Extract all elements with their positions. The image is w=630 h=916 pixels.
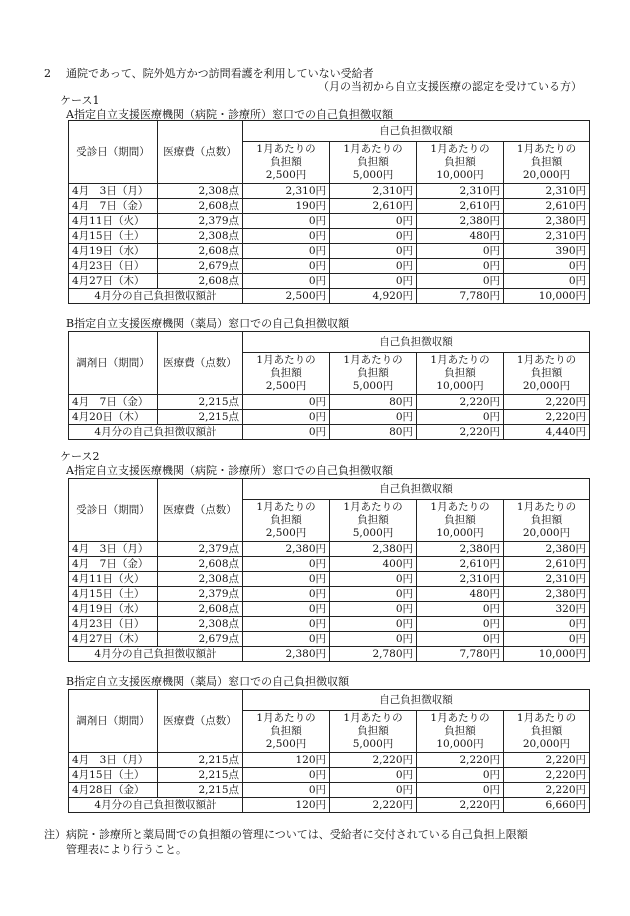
amount-cell: 0円 — [417, 617, 504, 632]
amount-cell: 190円 — [243, 199, 330, 214]
amount-cell: 0円 — [243, 395, 330, 410]
date-column-header: 調剤日（期間） — [69, 332, 158, 395]
note-line-2: 管理表により行うこと。 — [66, 843, 187, 856]
date-cell: 4月15日（土） — [69, 768, 158, 783]
case1-pharmacy-table — [68, 331, 590, 440]
amount-cell: 2,380円 — [417, 214, 504, 229]
cost-cell: 2,215点 — [158, 753, 243, 768]
table-row — [69, 602, 590, 617]
date-cell: 4月20日（木） — [69, 410, 158, 425]
amount-cell: 2,220円 — [504, 395, 590, 410]
date-cell: 4月 3日（月） — [69, 542, 158, 557]
total-amount-cell: 10,000円 — [504, 289, 590, 304]
amount-cell: 320円 — [504, 602, 590, 617]
total-label: 4月分の自己負担徴収額計 — [69, 425, 243, 440]
amount-cell: 2,220円 — [504, 410, 590, 425]
amount-cell: 0円 — [417, 632, 504, 647]
limit-header-1: 1月あたりの 負担額 2,500円 — [243, 711, 330, 753]
total-row — [69, 647, 590, 662]
total-amount-cell: 6,660円 — [504, 798, 590, 813]
amount-cell: 0円 — [243, 572, 330, 587]
amount-cell: 0円 — [330, 259, 417, 274]
amount-cell: 0円 — [243, 259, 330, 274]
date-cell: 4月 7日（金） — [69, 557, 158, 572]
date-cell: 4月15日（土） — [69, 229, 158, 244]
limit-header-4: 1月あたりの 負担額 20,000円 — [504, 711, 590, 753]
amount-cell: 0円 — [243, 244, 330, 259]
amount-cell: 2,610円 — [417, 557, 504, 572]
amount-cell: 0円 — [330, 632, 417, 647]
cost-cell: 2,215点 — [158, 410, 243, 425]
cost-cell: 2,215点 — [158, 768, 243, 783]
date-cell: 4月19日（水） — [69, 602, 158, 617]
total-amount-cell: 2,500円 — [243, 289, 330, 304]
amount-cell: 2,380円 — [504, 587, 590, 602]
amount-cell: 0円 — [243, 410, 330, 425]
amount-cell: 2,310円 — [504, 184, 590, 199]
amount-cell: 2,610円 — [417, 199, 504, 214]
limit-header-2: 1月あたりの 負担額 5,000円 — [330, 142, 417, 184]
amount-cell: 0円 — [417, 274, 504, 289]
limit-header-2: 1月あたりの 負担額 5,000円 — [330, 500, 417, 542]
amount-cell: 400円 — [330, 557, 417, 572]
total-amount-cell: 80円 — [330, 425, 417, 440]
amount-cell: 0円 — [330, 572, 417, 587]
section-number: 2 — [44, 67, 51, 80]
amount-cell: 0円 — [504, 274, 590, 289]
amount-cell: 2,610円 — [504, 199, 590, 214]
cost-cell: 2,608点 — [158, 557, 243, 572]
limit-header-4: 1月あたりの 負担額 20,000円 — [504, 353, 590, 395]
collection-header: 自己負担徴収額 — [243, 690, 590, 711]
amount-cell: 80円 — [330, 395, 417, 410]
limit-header-3: 1月あたりの 負担額 10,000円 — [417, 353, 504, 395]
amount-cell: 0円 — [243, 783, 330, 798]
amount-cell: 0円 — [243, 229, 330, 244]
cost-cell: 2,379点 — [158, 587, 243, 602]
case1-clinic-table — [68, 120, 590, 304]
table-row — [69, 753, 590, 768]
cost-cell: 2,308点 — [158, 229, 243, 244]
table-row — [69, 542, 590, 557]
collection-header: 自己負担徴収額 — [243, 121, 590, 142]
table-row — [69, 244, 590, 259]
date-cell: 4月23日（日） — [69, 259, 158, 274]
table-row — [69, 199, 590, 214]
cost-cell: 2,215点 — [158, 395, 243, 410]
date-cell: 4月11日（火） — [69, 572, 158, 587]
amount-cell: 390円 — [504, 244, 590, 259]
date-cell: 4月28日（金） — [69, 783, 158, 798]
cost-cell: 2,608点 — [158, 602, 243, 617]
limit-header-2: 1月あたりの 負担額 5,000円 — [330, 711, 417, 753]
amount-cell: 2,220円 — [330, 753, 417, 768]
limit-header-3: 1月あたりの 負担額 10,000円 — [417, 500, 504, 542]
header-row — [69, 690, 590, 711]
total-row — [69, 289, 590, 304]
date-cell: 4月23日（日） — [69, 617, 158, 632]
amount-cell: 2,220円 — [504, 783, 590, 798]
cost-cell: 2,608点 — [158, 244, 243, 259]
table-row — [69, 229, 590, 244]
amount-cell: 0円 — [330, 602, 417, 617]
note-label: 注） — [44, 828, 66, 841]
date-column-header: 受診日（期間） — [69, 479, 158, 542]
table-row — [69, 410, 590, 425]
amount-cell: 0円 — [330, 214, 417, 229]
case2-pharmacy-table — [68, 689, 590, 813]
amount-cell: 0円 — [330, 783, 417, 798]
limit-header-4: 1月あたりの 負担額 20,000円 — [504, 142, 590, 184]
amount-cell: 0円 — [243, 274, 330, 289]
amount-cell: 2,610円 — [504, 557, 590, 572]
amount-cell: 2,310円 — [417, 184, 504, 199]
amount-cell: 480円 — [417, 587, 504, 602]
total-label: 4月分の自己負担徴収額計 — [69, 647, 243, 662]
note-line-1: 病院・診療所と薬局間での負担額の管理については、受給者に交付されている自己負担上限額 — [66, 828, 528, 841]
limit-header-1: 1月あたりの 負担額 2,500円 — [243, 142, 330, 184]
amount-cell: 0円 — [330, 768, 417, 783]
amount-cell: 0円 — [417, 244, 504, 259]
date-cell: 4月15日（土） — [69, 587, 158, 602]
cost-cell: 2,379点 — [158, 214, 243, 229]
total-amount-cell: 2,220円 — [417, 425, 504, 440]
amount-cell: 0円 — [417, 410, 504, 425]
total-amount-cell: 2,780円 — [330, 647, 417, 662]
table-row — [69, 768, 590, 783]
header-row — [69, 121, 590, 142]
cost-column-header: 医療費（点数） — [158, 479, 243, 542]
cost-cell: 2,308点 — [158, 184, 243, 199]
amount-cell: 120円 — [243, 753, 330, 768]
amount-cell: 2,380円 — [243, 542, 330, 557]
amount-cell: 2,610円 — [330, 199, 417, 214]
table-row — [69, 632, 590, 647]
date-cell: 4月27日（木） — [69, 274, 158, 289]
amount-cell: 0円 — [330, 274, 417, 289]
limit-header-2: 1月あたりの 負担額 5,000円 — [330, 353, 417, 395]
amount-cell: 2,220円 — [417, 753, 504, 768]
limit-header-3: 1月あたりの 負担額 10,000円 — [417, 711, 504, 753]
amount-cell: 480円 — [417, 229, 504, 244]
table-row — [69, 617, 590, 632]
amount-cell: 2,310円 — [243, 184, 330, 199]
date-column-header: 受診日（期間） — [69, 121, 158, 184]
date-cell: 4月 7日（金） — [69, 395, 158, 410]
case1-label: ケース1 — [60, 94, 100, 107]
date-cell: 4月 3日（月） — [69, 753, 158, 768]
amount-cell: 0円 — [243, 768, 330, 783]
table-row — [69, 587, 590, 602]
amount-cell: 2,220円 — [504, 753, 590, 768]
amount-cell: 0円 — [243, 602, 330, 617]
cost-cell: 2,679点 — [158, 259, 243, 274]
limit-header-4: 1月あたりの 負担額 20,000円 — [504, 500, 590, 542]
total-amount-cell: 4,440円 — [504, 425, 590, 440]
total-amount-cell: 120円 — [243, 798, 330, 813]
amount-cell: 0円 — [330, 617, 417, 632]
date-cell: 4月27日（木） — [69, 632, 158, 647]
cost-column-header: 医療費（点数） — [158, 690, 243, 753]
case2-b-title: B指定自立支援医療機関（薬局）窓口での自己負担徴収額 — [66, 675, 350, 688]
amount-cell: 0円 — [243, 617, 330, 632]
table-row — [69, 274, 590, 289]
amount-cell: 2,310円 — [504, 572, 590, 587]
amount-cell: 0円 — [417, 768, 504, 783]
total-amount-cell: 2,380円 — [243, 647, 330, 662]
case2-label: ケース2 — [60, 450, 100, 463]
cost-cell: 2,608点 — [158, 274, 243, 289]
section-title: 通院であって、院外処方かつ訪問看護を利用していない受給者 — [66, 67, 374, 80]
amount-cell: 2,220円 — [417, 395, 504, 410]
cost-column-header: 医療費（点数） — [158, 121, 243, 184]
amount-cell: 2,310円 — [330, 184, 417, 199]
header-row — [69, 479, 590, 500]
amount-cell: 2,380円 — [504, 542, 590, 557]
amount-cell: 0円 — [330, 410, 417, 425]
amount-cell: 2,310円 — [417, 572, 504, 587]
total-label: 4月分の自己負担徴収額計 — [69, 798, 243, 813]
header-row — [69, 332, 590, 353]
amount-cell: 0円 — [504, 632, 590, 647]
table-row — [69, 214, 590, 229]
amount-cell: 0円 — [243, 557, 330, 572]
amount-cell: 0円 — [330, 229, 417, 244]
amount-cell: 0円 — [504, 259, 590, 274]
collection-header: 自己負担徴収額 — [243, 332, 590, 353]
total-amount-cell: 0円 — [243, 425, 330, 440]
date-column-header: 調剤日（期間） — [69, 690, 158, 753]
amount-cell: 0円 — [243, 587, 330, 602]
total-label: 4月分の自己負担徴収額計 — [69, 289, 243, 304]
table-row — [69, 572, 590, 587]
cost-cell: 2,215点 — [158, 783, 243, 798]
total-amount-cell: 4,920円 — [330, 289, 417, 304]
section-subtitle: （月の当初から自立支援医療の認定を受けている方） — [318, 80, 582, 93]
case1-a-title: A指定自立支援医療機関（病院・診療所）窓口での自己負担徴収額 — [66, 108, 393, 121]
date-cell: 4月11日（火） — [69, 214, 158, 229]
total-amount-cell: 2,220円 — [330, 798, 417, 813]
case2-clinic-table — [68, 478, 590, 662]
cost-cell: 2,308点 — [158, 572, 243, 587]
total-row — [69, 425, 590, 440]
cost-cell: 2,308点 — [158, 617, 243, 632]
date-cell: 4月 7日（金） — [69, 199, 158, 214]
total-amount-cell: 7,780円 — [417, 289, 504, 304]
amount-cell: 0円 — [417, 783, 504, 798]
cost-cell: 2,379点 — [158, 542, 243, 557]
amount-cell: 0円 — [330, 244, 417, 259]
amount-cell: 0円 — [330, 587, 417, 602]
case1-b-title: B指定自立支援医療機関（薬局）窓口での自己負担徴収額 — [66, 317, 350, 330]
cost-column-header: 医療費（点数） — [158, 332, 243, 395]
table-row — [69, 783, 590, 798]
amount-cell: 0円 — [243, 632, 330, 647]
limit-header-3: 1月あたりの 負担額 10,000円 — [417, 142, 504, 184]
amount-cell: 0円 — [417, 259, 504, 274]
amount-cell: 2,310円 — [504, 229, 590, 244]
amount-cell: 0円 — [243, 214, 330, 229]
limit-header-1: 1月あたりの 負担額 2,500円 — [243, 500, 330, 542]
amount-cell: 2,380円 — [417, 542, 504, 557]
collection-header: 自己負担徴収額 — [243, 479, 590, 500]
total-amount-cell: 7,780円 — [417, 647, 504, 662]
case2-a-title: A指定自立支援医療機関（病院・診療所）窓口での自己負担徴収額 — [66, 464, 393, 477]
table-row — [69, 395, 590, 410]
date-cell: 4月19日（水） — [69, 244, 158, 259]
date-cell: 4月 3日（月） — [69, 184, 158, 199]
table-row — [69, 259, 590, 274]
amount-cell: 2,220円 — [504, 768, 590, 783]
total-row — [69, 798, 590, 813]
limit-header-1: 1月あたりの 負担額 2,500円 — [243, 353, 330, 395]
cost-cell: 2,608点 — [158, 199, 243, 214]
table-row — [69, 184, 590, 199]
table-row — [69, 557, 590, 572]
amount-cell: 0円 — [417, 602, 504, 617]
amount-cell: 0円 — [504, 617, 590, 632]
amount-cell: 2,380円 — [330, 542, 417, 557]
cost-cell: 2,679点 — [158, 632, 243, 647]
total-amount-cell: 10,000円 — [504, 647, 590, 662]
amount-cell: 2,380円 — [504, 214, 590, 229]
total-amount-cell: 2,220円 — [417, 798, 504, 813]
